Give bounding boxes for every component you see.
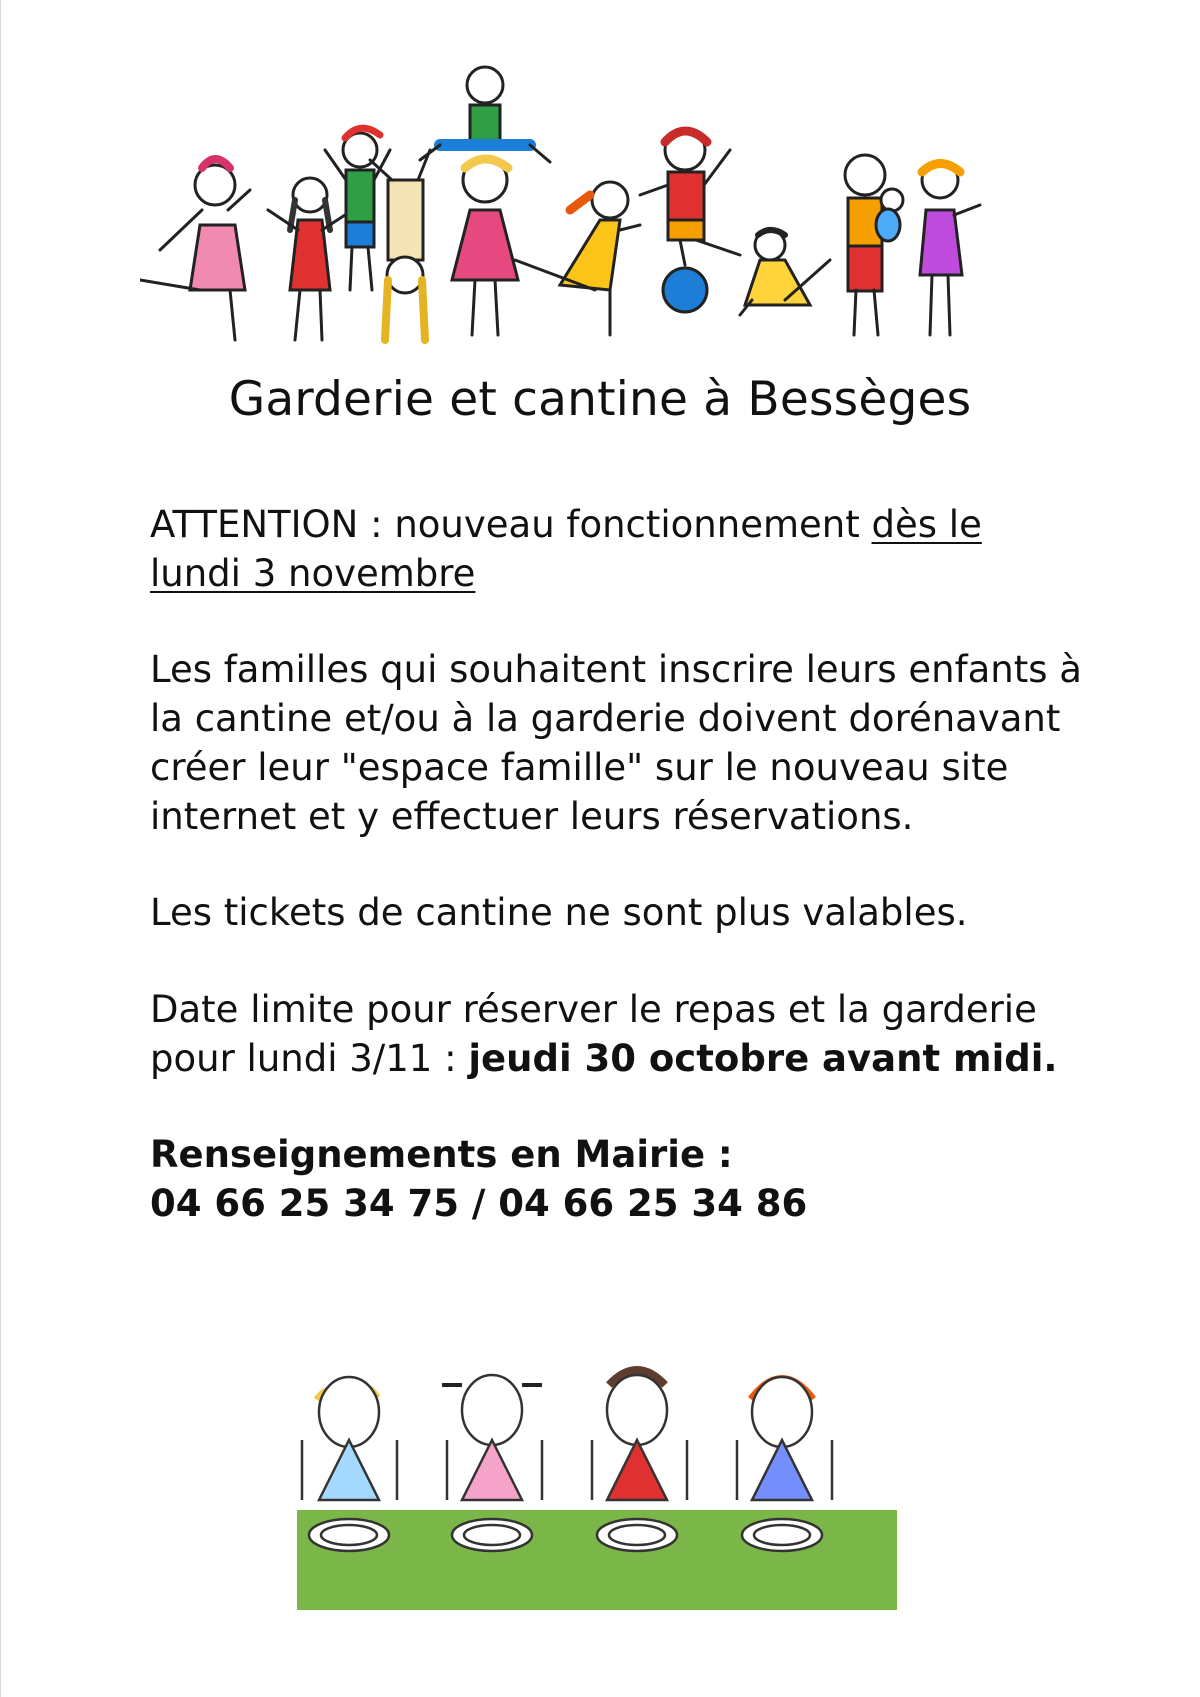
kid-figure [268,178,345,340]
kid-figure [420,67,550,335]
kid-figure [740,230,830,315]
tickets-paragraph: Les tickets de cantine ne sont plus valables. [150,891,968,934]
families-line: Les familles qui souhaitent inscrire leurs enfants à [150,648,1082,691]
contact-phones: 04 66 25 34 75 / 04 66 25 34 86 [150,1182,808,1225]
page-title: Garderie et cantine à Bessèges [228,372,972,427]
notice-date-part1: dès le [871,503,982,546]
kid-figure [845,155,903,335]
notice-paragraph [150,500,1110,598]
kids-at-table-illustration [297,1330,897,1610]
deadline-date: jeudi 30 octobre avant midi. [468,1037,1058,1080]
families-line: la cantine et/ou à la garderie doivent dorénavant [150,697,1061,740]
notice-date-part2: lundi 3 novembre [150,552,476,595]
contact-paragraph [150,1130,1110,1228]
kid-figure [325,128,390,290]
deadline-line1: Date limite pour réserver le repas et la garderie [150,988,1037,1031]
families-line: internet et y effectuer leurs réservations. [150,795,914,838]
kid-figure [140,159,250,340]
kid-figure [640,130,740,312]
notice-prefix: ATTENTION : nouveau fonctionnement [150,503,872,546]
kid-figure [515,182,640,335]
families-paragraph [150,645,1110,841]
playing-kids-illustration [140,50,1070,350]
deadline-line2-prefix: pour lundi 3/11 : [150,1037,469,1080]
families-line: créer leur "espace famille" sur le nouveau site [150,746,1009,789]
kid-figure [920,162,980,335]
contact-label: Renseignements en Mairie : [150,1133,733,1176]
kid-figure [370,150,430,340]
deadline-paragraph [150,985,1110,1083]
